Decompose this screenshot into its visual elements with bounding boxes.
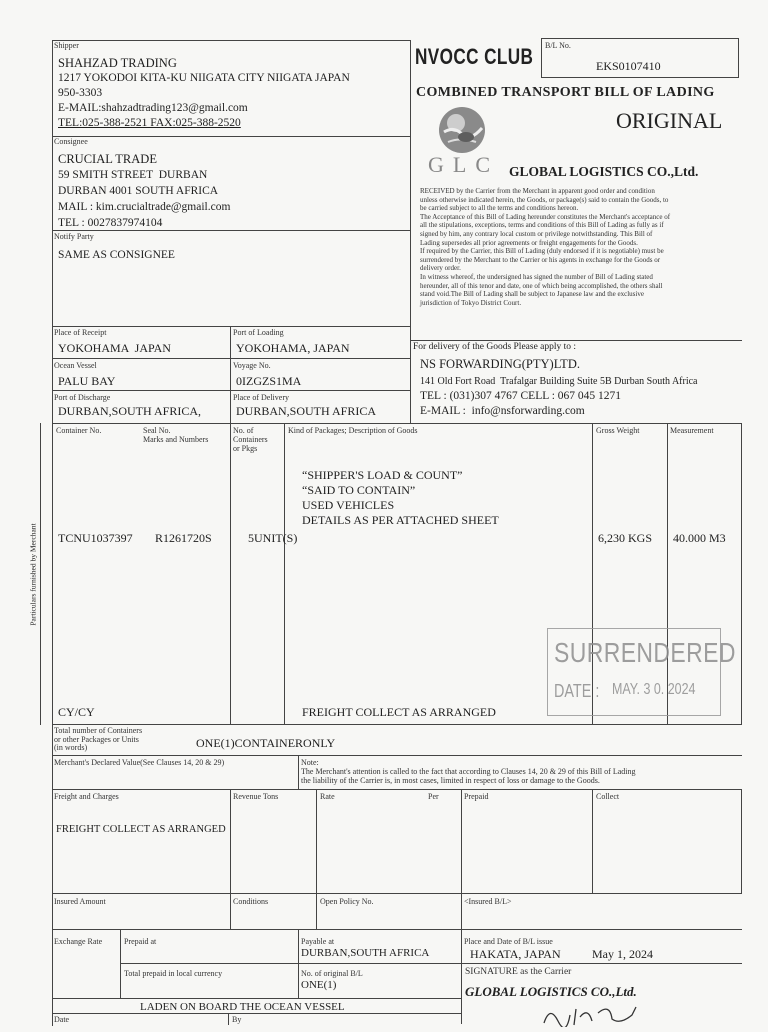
freight-value: FREIGHT COLLECT AS ARRANGED — [56, 824, 226, 835]
delivery-tel: TEL : (031)307 4767 CELL : 067 045 1271 — [420, 390, 622, 402]
routing-mid — [230, 326, 231, 424]
divider — [52, 390, 410, 391]
divider — [52, 929, 742, 930]
notify-label: Notify Party — [54, 232, 94, 241]
consignee-line: MAIL : kim.crucialtrade@gmail.com — [58, 201, 231, 213]
port-of-discharge-label: Port of Discharge — [54, 393, 111, 402]
delivery-email: E-MAIL : info@nsforwarding.com — [420, 405, 585, 417]
terms-line: signed by him, any contrary local custom or privilege notwithstanding. This Bill of — [420, 229, 653, 238]
freight-note: FREIGHT COLLECT AS ARRANGED — [302, 705, 496, 719]
divider — [410, 340, 742, 341]
place-date-label: Place and Date of B/L issue — [464, 937, 553, 946]
footer-col — [298, 929, 299, 999]
terms-line: jurisdiction of Tokyo District Court. — [420, 298, 522, 307]
collect-label: Collect — [596, 792, 620, 801]
declared-label: Merchant's Declared Value(See Clauses 14, 20 & 29) — [54, 758, 225, 767]
description-line: “SAID TO CONTAIN” — [302, 483, 416, 497]
footer-col — [461, 929, 462, 1024]
right-border — [741, 789, 742, 893]
col-kind — [284, 423, 285, 725]
notify-value: SAME AS CONSIGNEE — [58, 249, 175, 261]
place-of-delivery: DURBAN,SOUTH AFRICA — [236, 404, 377, 418]
divider — [120, 963, 742, 964]
shipper-line: TEL:025-388-2521 FAX:025-388-2520 — [58, 117, 241, 129]
seal-no: R1261720S — [155, 531, 212, 545]
divider — [52, 755, 742, 756]
charges-col — [316, 789, 317, 929]
description-line: DETAILS AS PER ATTACHED SHEET — [302, 513, 499, 527]
divider — [52, 789, 742, 790]
measurement: 40.000 M3 — [673, 531, 726, 545]
left-border — [52, 40, 53, 1026]
date-label: Date — [54, 1015, 70, 1024]
company-name: GLOBAL LOGISTICS CO.,Ltd. — [509, 164, 699, 179]
seal-no-label: Seal No. Marks and Numbers — [143, 426, 209, 444]
original-label: ORIGINAL — [616, 108, 723, 133]
issue-place: HAKATA, JAPAN — [470, 947, 561, 961]
delivery-label: For delivery of the Goods Please apply to : — [413, 342, 577, 352]
consignee-line: CRUCIAL TRADE — [58, 152, 157, 166]
shipper-block — [58, 56, 350, 131]
port-of-loading-label: Port of Loading — [233, 328, 284, 337]
total-label: Total number of Containers or other Packages or Units (in words) — [54, 726, 143, 752]
payable-at: DURBAN,SOUTH AFRICA — [301, 947, 430, 959]
insured-bl-label: <Insured B/L> — [464, 897, 512, 906]
kind-label: Kind of Packages; Description of Goods — [288, 426, 418, 435]
terms-line: The Acceptance of this Bill of Lading hereunder constitutes the Merchant's acceptance of — [420, 212, 671, 221]
description-line: “SHIPPER'S LOAD & COUNT” — [302, 468, 463, 482]
consignee-block — [58, 151, 230, 231]
terms-line: delivery order. — [420, 264, 461, 273]
terms-line: unless otherwise indicated herein, the Goods, or package(s) said to contain the Goods, to — [420, 195, 669, 204]
terms-line: If required by the Carrier, this Bill of Lading (duly endorsed if it is negotiable) must be — [420, 247, 664, 256]
port-of-loading: YOKOHAMA, JAPAN — [236, 341, 350, 355]
shipper-label: Shipper — [54, 41, 79, 50]
terms-line: all the stipulations, exceptions, terms and conditions of this Bill of Lading as fully as if — [420, 221, 664, 230]
goods-description — [302, 468, 499, 528]
ins-col — [230, 893, 231, 929]
delivery-address: 141 Old Fort Road Trafalgar Building Suite 5B Durban South Africa — [420, 376, 698, 387]
charges-col — [230, 789, 231, 893]
qty-value: 5UNIT(S) — [248, 531, 298, 545]
surrendered-stamp — [547, 628, 736, 716]
terms-line: In witness whereof, the undersigned has signed the number of Bill of Lading stated — [420, 272, 653, 281]
gross-weight-label: Gross Weight — [596, 426, 640, 435]
delivery-name: NS FORWARDING(PTY)LTD. — [420, 357, 580, 371]
bl-no-label: B/L No. — [545, 41, 571, 50]
divider — [52, 136, 410, 137]
charges-col — [592, 789, 593, 893]
open-policy-label: Open Policy No. — [320, 897, 374, 906]
consignee-label: Consignee — [54, 137, 88, 146]
place-of-delivery-label: Place of Delivery — [233, 393, 289, 402]
ins-col — [461, 893, 462, 929]
qty-label: No. of Containers or Pkgs — [233, 426, 268, 453]
footer-col — [120, 929, 121, 999]
footer-col — [228, 1013, 229, 1025]
terms-line: RECEIVED by the Carrier from the Merchant in apparent good order and condition — [420, 187, 655, 195]
laden-label: LADEN ON BOARD THE OCEAN VESSEL — [140, 1001, 345, 1013]
terms-line: Lading supersedes all prior agreements or freight engagements for the Goods. — [420, 238, 638, 247]
doc-title: COMBINED TRANSPORT BILL OF LADING — [416, 85, 715, 100]
freight-charges-label: Freight and Charges — [54, 792, 119, 801]
payable-at-label: Payable at — [301, 937, 335, 946]
terms-line: hereunder, all of this tenor and date, one of which being accomplished, the others shall — [420, 281, 663, 290]
by-label: By — [232, 1015, 242, 1024]
stamp-title: SURRENDERED — [554, 637, 736, 668]
insured-amount-label: Insured Amount — [54, 897, 106, 906]
note-label: Note: — [301, 758, 319, 767]
signature-company: GLOBAL LOGISTICS CO.,Ltd. — [465, 984, 637, 999]
divider — [52, 724, 742, 725]
particulars-side-note: Particulars furnished by Merchant — [28, 523, 38, 626]
rate-label: Rate — [320, 792, 335, 801]
total-value: ONE(1)CONTAINERONLY — [196, 736, 336, 750]
port-of-discharge: DURBAN,SOUTH AFRICA, — [58, 404, 202, 418]
place-of-receipt: YOKOHAMA JAPAN — [58, 341, 171, 355]
prepaid-label: Prepaid — [464, 792, 489, 801]
voyage-no: 0IZGZS1MA — [236, 374, 302, 388]
col-qty — [230, 423, 231, 725]
conditions-label: Conditions — [233, 897, 269, 906]
shipper-line: SHAHZAD TRADING — [58, 56, 177, 70]
note-text: The Merchant's attention is called to the fact that according to Clauses 14, 20 & 29 of this Bill of Lading the liability of the Carrier is, in most cases, limited in respect of loss or damage to the Goods. — [301, 767, 636, 785]
divider — [52, 230, 410, 231]
voyage-label: Voyage No. — [233, 361, 271, 370]
prepaid-at-label: Prepaid at — [124, 937, 157, 946]
container-no-label: Container No. — [56, 426, 102, 435]
upper-mid-border — [410, 40, 411, 424]
terms-line: be carried subject to all the terms and conditions hereon. — [420, 204, 579, 213]
handwritten-signature — [540, 1003, 680, 1032]
terms-line: surrendered by the Merchant to the Carrier or his agents in exchange for the Goods or — [420, 255, 661, 264]
consignee-line: 59 SMITH STREET DURBAN — [58, 169, 208, 181]
shipper-line: E-MAIL:shahzadtrading123@gmail.com — [58, 102, 248, 114]
divider — [52, 998, 461, 999]
divider — [52, 1013, 461, 1014]
description-line: USED VEHICLES — [302, 498, 395, 512]
revenue-tons-label: Revenue Tons — [233, 792, 279, 801]
exchange-rate-label: Exchange Rate — [54, 937, 103, 946]
total-prepaid-label: Total prepaid in local currency — [124, 969, 223, 978]
divider — [52, 423, 742, 424]
right-border — [741, 423, 742, 725]
side-bracket — [40, 423, 41, 725]
stamp-date: MAY. 3 0. 2024 — [612, 681, 696, 698]
shipper-line: 950-3303 — [58, 87, 103, 99]
ocean-vessel: PALU BAY — [58, 374, 116, 388]
place-of-receipt-label: Place of Receipt — [54, 328, 107, 337]
per-label: Per — [428, 792, 439, 801]
divider — [52, 358, 410, 359]
bl-no-value: EKS0107410 — [596, 59, 661, 73]
original-bl-label: No. of original B/L — [301, 969, 363, 978]
note-divider — [298, 755, 299, 789]
cy-terms: CY/CY — [58, 705, 95, 719]
issue-date: May 1, 2024 — [592, 947, 653, 961]
original-bl-count: ONE(1) — [301, 979, 337, 991]
consignee-line: DURBAN 4001 SOUTH AFRICA — [58, 185, 219, 197]
measurement-label: Measurement — [670, 426, 714, 435]
ocean-vessel-label: Ocean Vessel — [54, 361, 97, 370]
terms-line: stand void.The Bill of Lading shall be subject to Japanese law and the exclusive — [420, 290, 644, 299]
gross-weight: 6,230 KGS — [598, 531, 653, 545]
consignee-line: TEL : 0027837974104 — [58, 217, 163, 229]
signature-label: SIGNATURE as the Carrier — [465, 967, 572, 977]
terms-block — [420, 187, 742, 307]
divider — [52, 893, 742, 894]
nvocc-club-title: NVOCC CLUB — [415, 44, 534, 69]
charges-col — [461, 789, 462, 893]
shipper-line: 1217 YOKODOI KITA-KU NIIGATA CITY NIIGATA JAPAN — [58, 72, 350, 84]
divider — [52, 326, 410, 327]
container-no: TCNU1037397 — [58, 531, 133, 545]
stamp-date-label: DATE : — [554, 681, 600, 701]
logo-text: GLC — [428, 152, 499, 177]
